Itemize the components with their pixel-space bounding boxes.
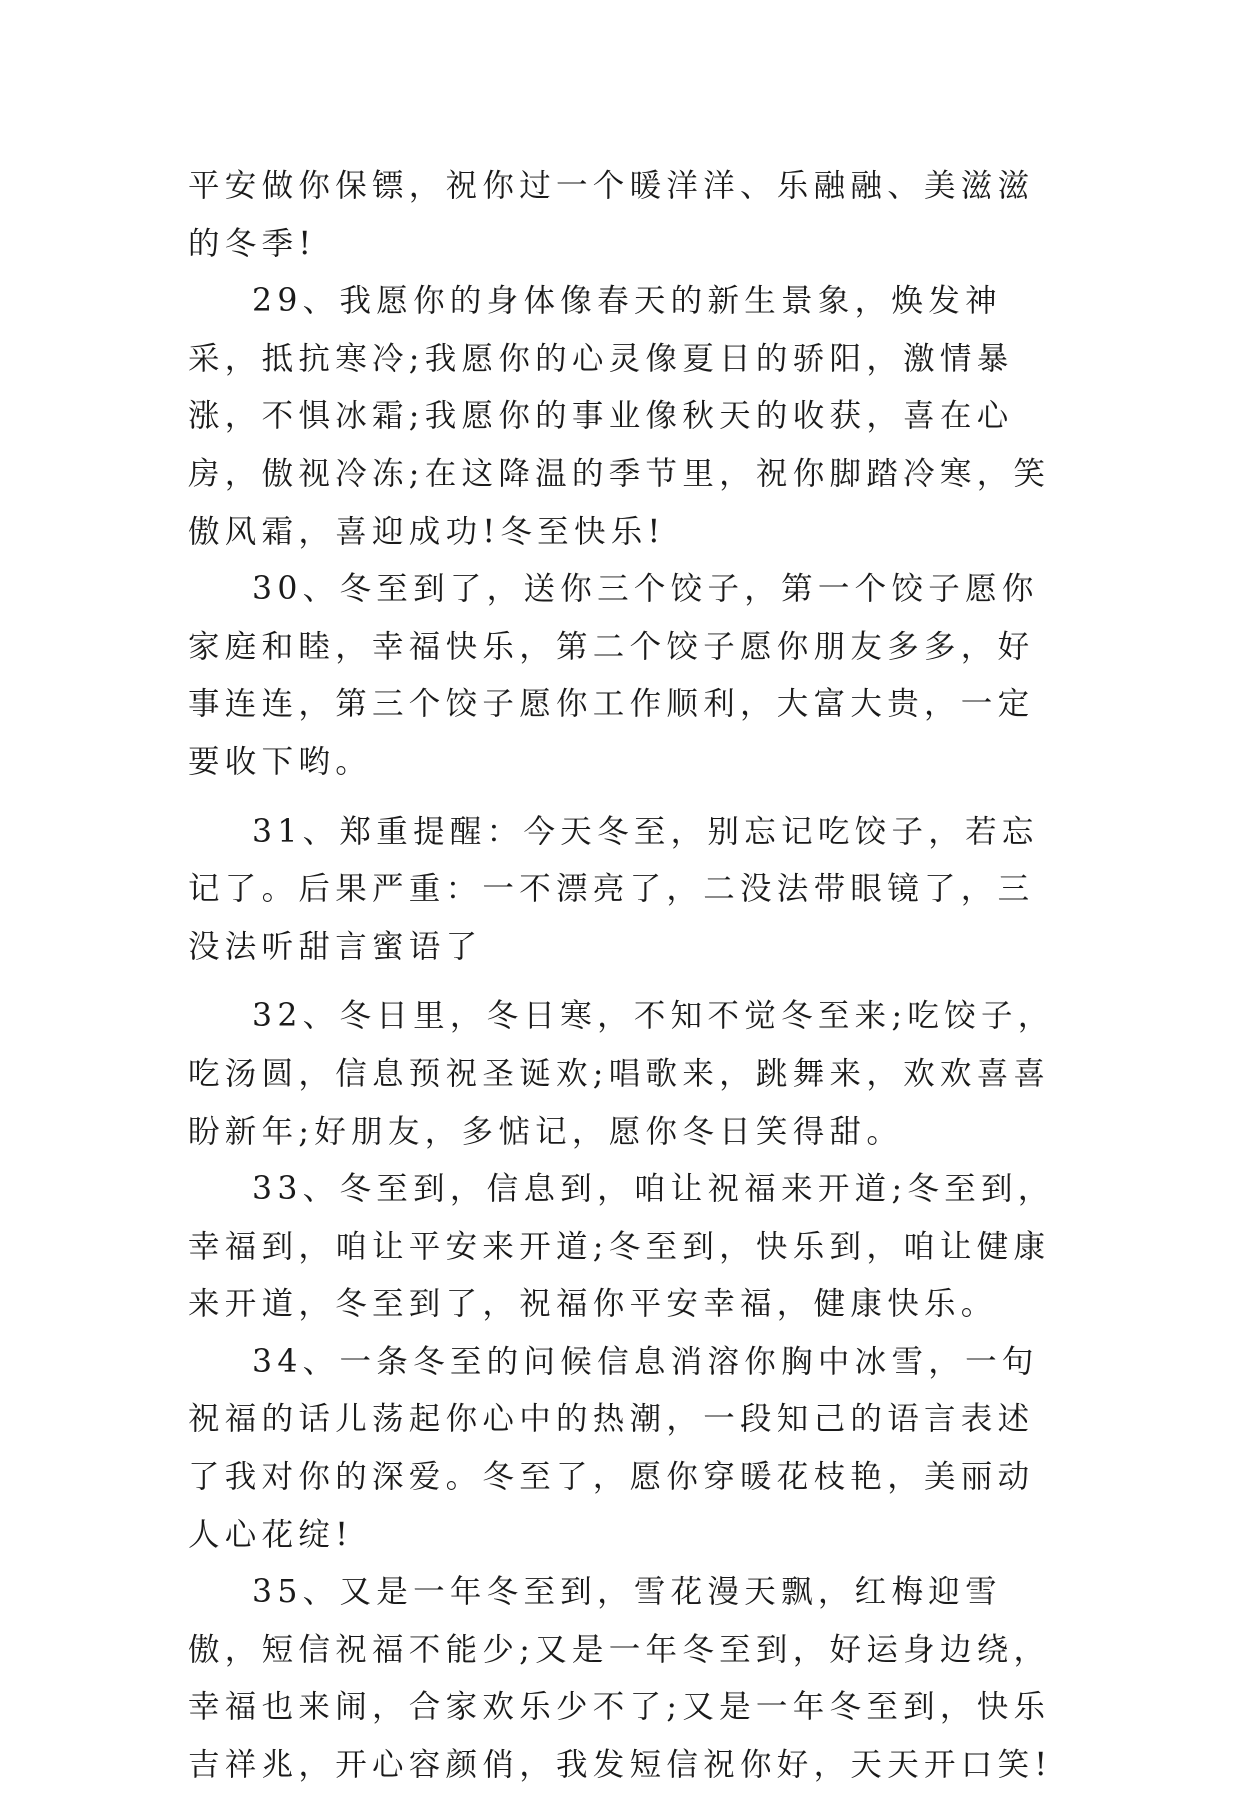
paragraph-30: 30、冬至到了，送你三个饺子，第一个饺子愿你家庭和睦，幸福快乐，第二个饺子愿你朋友多多，好事连连，第三个饺子愿你工作顺利，大富大贵，一定要收下哟。: [188, 571, 1039, 780]
paragraph-continuation: 平安做你保镖，祝你过一个暖洋洋、乐融融、美滋滋的冬季!: [188, 168, 1035, 262]
document-body: [188, 158, 1068, 1795]
paragraph-spacer: [188, 792, 1068, 804]
paragraph-35: 35、又是一年冬至到，雪花漫天飘，红梅迎雪傲，短信祝福不能少;又是一年冬至到，好运身边绕，幸福也来闹，合家欢乐少不了;又是一年冬至到，快乐吉祥兆，开心容颜俏，我发短信祝你好，天天开口笑!: [188, 1574, 1053, 1784]
paragraph-32: 32、冬日里，冬日寒，不知不觉冬至来;吃饺子，吃汤圆，信息预祝圣诞欢;唱歌来，跳舞来，欢欢喜喜盼新年;好朋友，多惦记，愿你冬日笑得甜。: [188, 998, 1055, 1150]
paragraph-29: 29、我愿你的身体像春天的新生景象，焕发神采，抵抗寒冷;我愿你的心灵像夏日的骄阳，激情暴涨，不惧冰霜;我愿你的事业像秋天的收获，喜在心房，傲视冷冻;在这降温的季节里，祝你脚踏冷寒，笑傲风霜，喜迎成功!冬至快乐!: [188, 283, 1051, 550]
paragraph-31: 31、郑重提醒：今天冬至，别忘记吃饺子，若忘记了。后果严重：一不漂亮了，二没法带眼镜了，三没法听甜言蜜语了: [188, 813, 1039, 965]
paragraph-spacer: [188, 976, 1068, 988]
paragraph-34: 34、一条冬至的问候信息消溶你胸中冰雪，一句祝福的话儿荡起你心中的热潮，一段知己的语言表述了我对你的深爱。冬至了，愿你穿暖花枝艳，美丽动人心花绽!: [188, 1343, 1039, 1553]
paragraph-33: 33、冬至到，信息到，咱让祝福来开道;冬至到，幸福到，咱让平安来开道;冬至到，快乐到，咱让健康来开道，冬至到了，祝福你平安幸福，健康快乐。: [188, 1171, 1055, 1323]
